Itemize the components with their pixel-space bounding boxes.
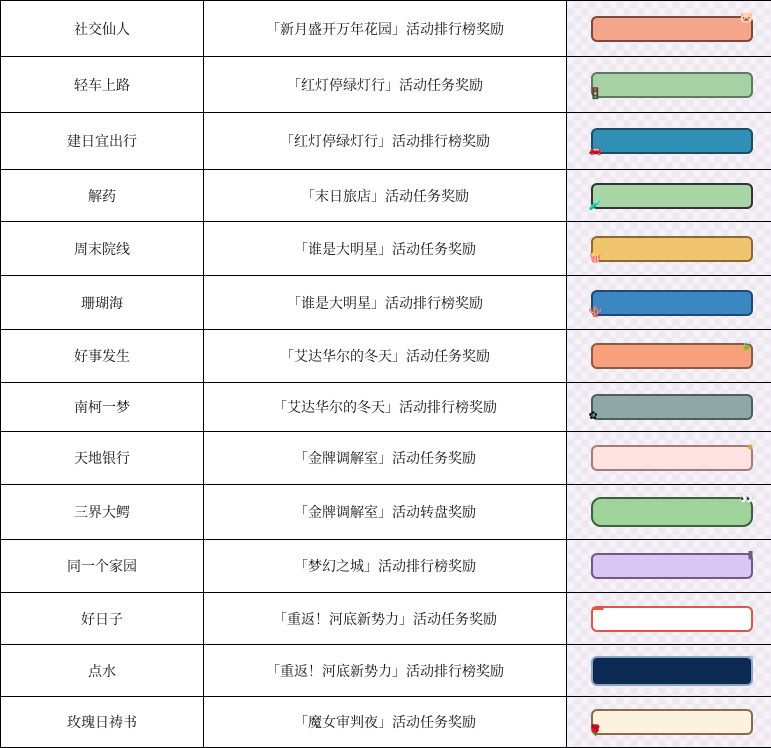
bubble-name-cell: 三界大鳄 [1,485,204,540]
water-icon: ≈ [747,651,754,664]
chat-bubble-preview [588,709,753,737]
table-row [1,593,771,645]
chat-bubble-preview [591,441,754,471]
bubble-name-cell: 玫瑰日祷书 [1,697,204,748]
traffic-light-icon: 🚦 [588,87,603,100]
bubble-source-cell: 「红灯停绿灯行」活动排行榜奖励 [204,113,567,170]
table-row [1,432,771,485]
chat-bubble-preview [588,290,753,318]
bubble-source-cell: 「艾达华尔的冬天」活动任务奖励 [204,330,567,383]
bubble-preview-cell [567,330,771,383]
table-row [1,57,771,113]
table-row [1,276,771,330]
bubble-name-cell: 好日子 [1,593,204,645]
table-row [1,697,771,748]
table-row [1,222,771,276]
bubble-source-cell: 「末日旅店」活动任务奖励 [204,170,567,222]
table-row [1,485,771,540]
chat-bubble-preview [591,339,754,369]
bubble-preview-cell [567,593,771,645]
crocodile-icon: 👀 [739,493,754,505]
bubble-name-cell: 建日宜出行 [1,113,204,170]
popcorn-icon: 🍿 [588,251,603,264]
chat-bubble-preview [588,394,753,422]
table-row [1,383,771,432]
bubble-name-cell: 南柯一梦 [1,383,204,432]
chat-bubble-preview [588,128,753,156]
table-row [1,113,771,170]
stripe-icon: ▬ [592,600,604,613]
car-icon: 🚗 [588,144,603,156]
bubble-preview-cell [567,432,771,485]
table-row [1,170,771,222]
table-row [1,330,771,383]
bubble-source-cell: 「重返！河底新势力」活动排行榜奖励 [204,645,567,697]
bubble-preview-cell [567,1,771,57]
bubble-source-cell: 「谁是大明星」活动排行榜奖励 [204,276,567,330]
bubble-preview-cell [567,222,771,276]
pig-icon: 🐷 [739,11,754,24]
coin-icon: ● [746,441,754,453]
bubble-name-cell: 轻车上路 [1,57,204,113]
coral-icon: 🪸 [588,305,603,318]
bubble-name-cell: 点水 [1,645,204,697]
bubble-preview-cell [567,113,771,170]
bubble-source-cell: 「梦幻之城」活动排行榜奖励 [204,540,567,593]
chat-bubble-preview [588,72,753,100]
bubble-source-cell: 「红灯停绿灯行」活动任务奖励 [204,57,567,113]
bubble-name-cell: 社交仙人 [1,1,204,57]
bubble-source-cell: 「魔女审判夜」活动任务奖励 [204,697,567,748]
chat-bubble-preview [588,183,753,211]
table-row [1,540,771,593]
bubble-preview-cell [567,540,771,593]
chat-bubble-preview [591,549,754,579]
bottle-icon: 🧪 [588,198,603,211]
bubble-source-cell: 「金牌调解室」活动转盘奖励 [204,485,567,540]
bubble-name-cell: 解药 [1,170,204,222]
bubble-preview-cell [567,170,771,222]
bubble-source-cell: 「新月盛开万年花园」活动排行榜奖励 [204,1,567,57]
bubble-name-cell: 同一个家园 [1,540,204,593]
bubble-preview-cell [567,276,771,330]
pillar-icon: ▮ [747,549,754,561]
bubble-preview-cell [567,645,771,697]
bubble-name-cell: 周末院线 [1,222,204,276]
chat-bubble-preview [591,11,754,42]
flower-icon: ✿ [588,410,598,422]
bubble-preview-cell [567,485,771,540]
bubble-source-cell: 「重返！河底新势力」活动任务奖励 [204,593,567,645]
leaf-icon: 🍃 [739,339,754,351]
bubble-name-cell: 珊瑚海 [1,276,204,330]
bubble-source-cell: 「谁是大明星」活动任务奖励 [204,222,567,276]
bubble-preview-cell [567,697,771,748]
bubble-preview-cell [567,383,771,432]
chat-bubble-preview [588,236,753,264]
chat-bubble-preview [591,600,753,632]
chat-bubble-preview [591,493,754,527]
table-row [1,645,771,697]
bubble-name-cell: 好事发生 [1,330,204,383]
rose-icon: 🌹 [588,725,603,737]
table-row [1,1,771,57]
bubble-source-cell: 「金牌调解室」活动任务奖励 [204,432,567,485]
bubble-preview-cell [567,57,771,113]
bubble-source-cell: 「艾达华尔的冬天」活动排行榜奖励 [204,383,567,432]
bubble-name-cell: 天地银行 [1,432,204,485]
chat-bubble-preview [591,651,754,686]
reward-table-body [1,1,771,748]
